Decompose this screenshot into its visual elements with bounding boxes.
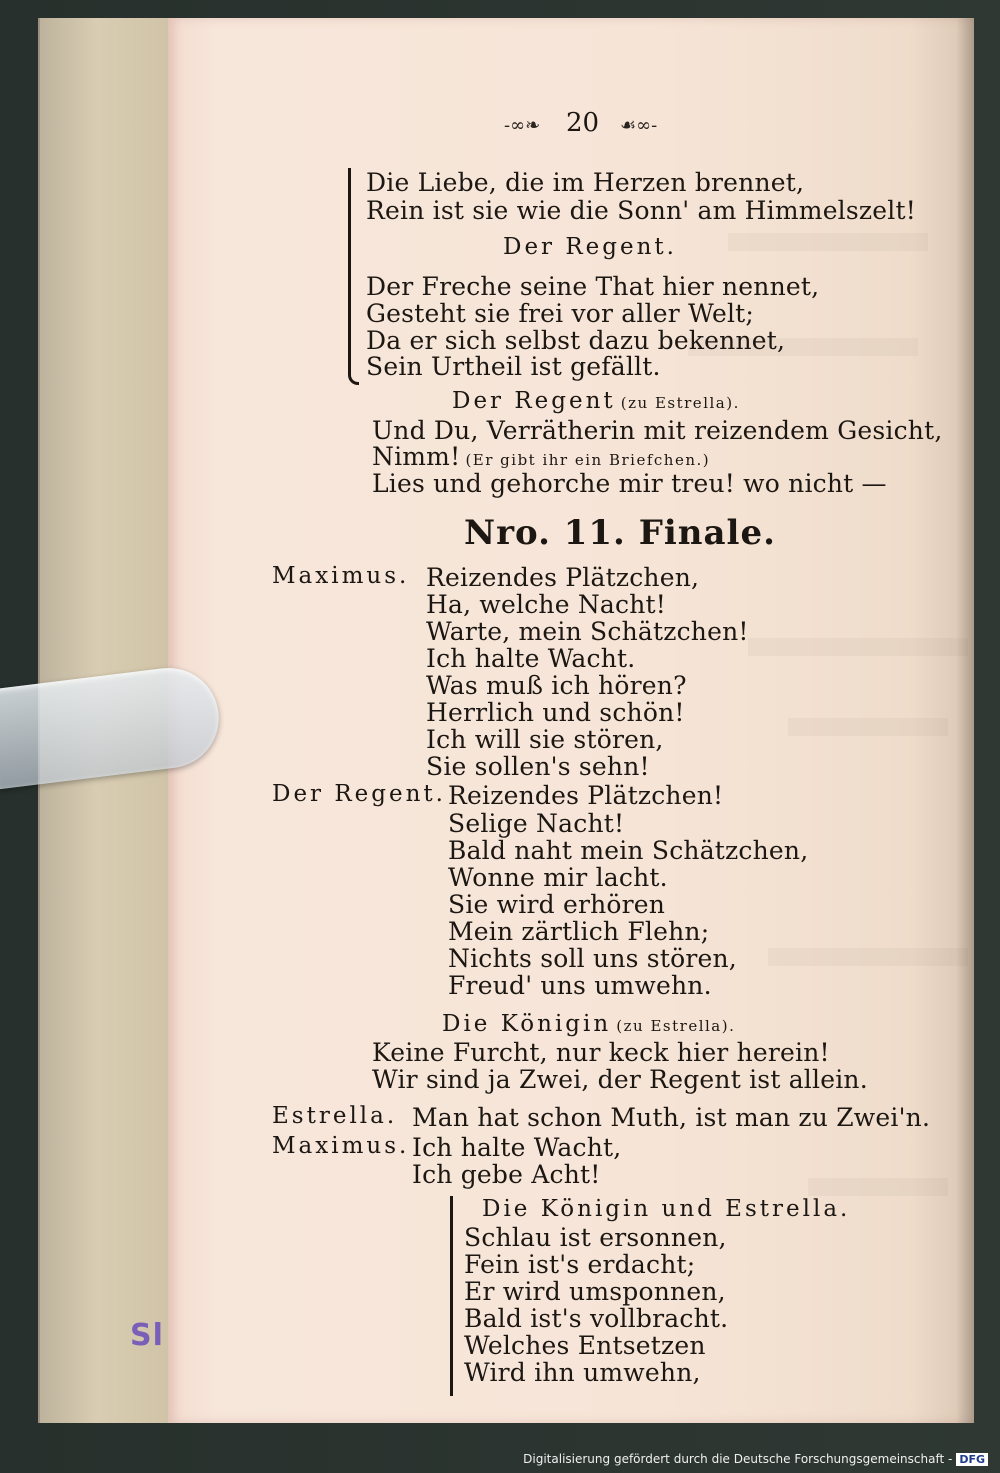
- dfg-logo: DFG: [956, 1453, 988, 1466]
- speaker-label: Die Königin und Estrella.: [482, 1196, 851, 1222]
- verse-line: Warte, mein Schätzchen!: [426, 617, 749, 646]
- verse-line: Gesteht sie frei vor aller Welt;: [366, 299, 755, 328]
- verse-line: Wonne mir lacht.: [448, 863, 668, 892]
- verse-line: Welches Entsetzen: [464, 1331, 706, 1360]
- verse-brace: [348, 168, 351, 373]
- verse-line: Er wird umsponnen,: [464, 1277, 726, 1306]
- verse-line: Ich will sie stören,: [426, 725, 664, 754]
- speaker-label: Der Regent.: [503, 234, 677, 260]
- duet-brace: [450, 1196, 453, 1396]
- stage-direction: (zu Estrella).: [616, 1017, 736, 1035]
- verse-line: Rein ist sie wie die Sonn' am Himmelszelt!: [366, 196, 916, 225]
- verse-line: Ich halte Wacht,: [412, 1133, 622, 1162]
- stage-direction: (Er gibt ihr ein Briefchen.): [465, 451, 711, 469]
- verse-line: Nichts soll uns stören,: [448, 944, 737, 973]
- verse-line: Wird ihn umwehn,: [464, 1358, 701, 1387]
- verse-line: Sie sollen's sehn!: [426, 752, 650, 781]
- book-page: [168, 18, 974, 1423]
- verse-line: Mein zärtlich Flehn;: [448, 917, 710, 946]
- verse-line: Reizendes Plätzchen!: [448, 781, 724, 810]
- verse-text: Nimm!: [372, 442, 461, 471]
- verse-line: Fein ist's erdacht;: [464, 1250, 696, 1279]
- verse-line: Man hat schon Muth, ist man zu Zwei'n.: [412, 1103, 931, 1132]
- verse-line: Ich halte Wacht.: [426, 644, 636, 673]
- verse-line: Bald naht mein Schätzchen,: [448, 836, 809, 865]
- speaker-label: Der Regent.: [272, 781, 446, 807]
- verse-line: Schlau ist ersonnen,: [464, 1223, 727, 1252]
- page-shadow-edge: [956, 18, 974, 1423]
- verse-line: Bald ist's vollbracht.: [464, 1304, 729, 1333]
- speaker-line: [452, 388, 740, 414]
- section-heading: Nro. 11. Finale.: [464, 513, 776, 553]
- verse-line: Und Du, Verrätherin mit reizendem Gesicht,: [372, 416, 943, 445]
- speaker-label: Der Regent: [452, 388, 616, 414]
- page-ornament-left: -∞❧: [504, 115, 541, 136]
- page-ornament-right: ☙∞-: [620, 115, 658, 136]
- verse-line: Was muß ich hören?: [426, 671, 687, 700]
- verse-line: Freud' uns umwehn.: [448, 971, 712, 1000]
- page-number: 20: [566, 108, 600, 138]
- verse-brace-hook: [348, 370, 359, 385]
- verse-line: Lies und gehorche mir treu! wo nicht —: [372, 469, 887, 498]
- verse-line: Ha, welche Nacht!: [426, 590, 667, 619]
- verse-line: Herrlich und schön!: [426, 698, 685, 727]
- verse-line: Sein Urtheil ist gefällt.: [366, 352, 661, 381]
- speaker-label: Maximus.: [272, 563, 410, 589]
- speaker-label: Die Königin: [442, 1011, 612, 1037]
- verse-line: Sie wird erhören: [448, 890, 666, 919]
- verse-line: Ich gebe Acht!: [412, 1160, 601, 1189]
- verse-line: Selige Nacht!: [448, 809, 625, 838]
- speaker-label: Estrella.: [272, 1103, 398, 1129]
- verse-line: Keine Furcht, nur keck hier herein!: [372, 1038, 830, 1067]
- verse-line: [372, 442, 710, 471]
- verse-line: Die Liebe, die im Herzen brennet,: [366, 168, 805, 197]
- verse-line: Da er sich selbst dazu bekennet,: [366, 326, 786, 355]
- verse-line: Wir sind ja Zwei, der Regent ist allein.: [372, 1065, 868, 1094]
- speaker-line: [442, 1011, 735, 1037]
- footer-text: Digitalisierung gefördert durch die Deutsche Forschungsgemeinschaft -: [523, 1452, 953, 1466]
- verse-line: Reizendes Plätzchen,: [426, 563, 700, 592]
- stage-direction: (zu Estrella).: [620, 394, 740, 412]
- speaker-label: Maximus.: [272, 1133, 410, 1159]
- left-tag-label: Sl: [130, 1318, 164, 1353]
- footer-credit: [523, 1452, 988, 1466]
- verse-line: Der Freche seine That hier nennet,: [366, 272, 820, 301]
